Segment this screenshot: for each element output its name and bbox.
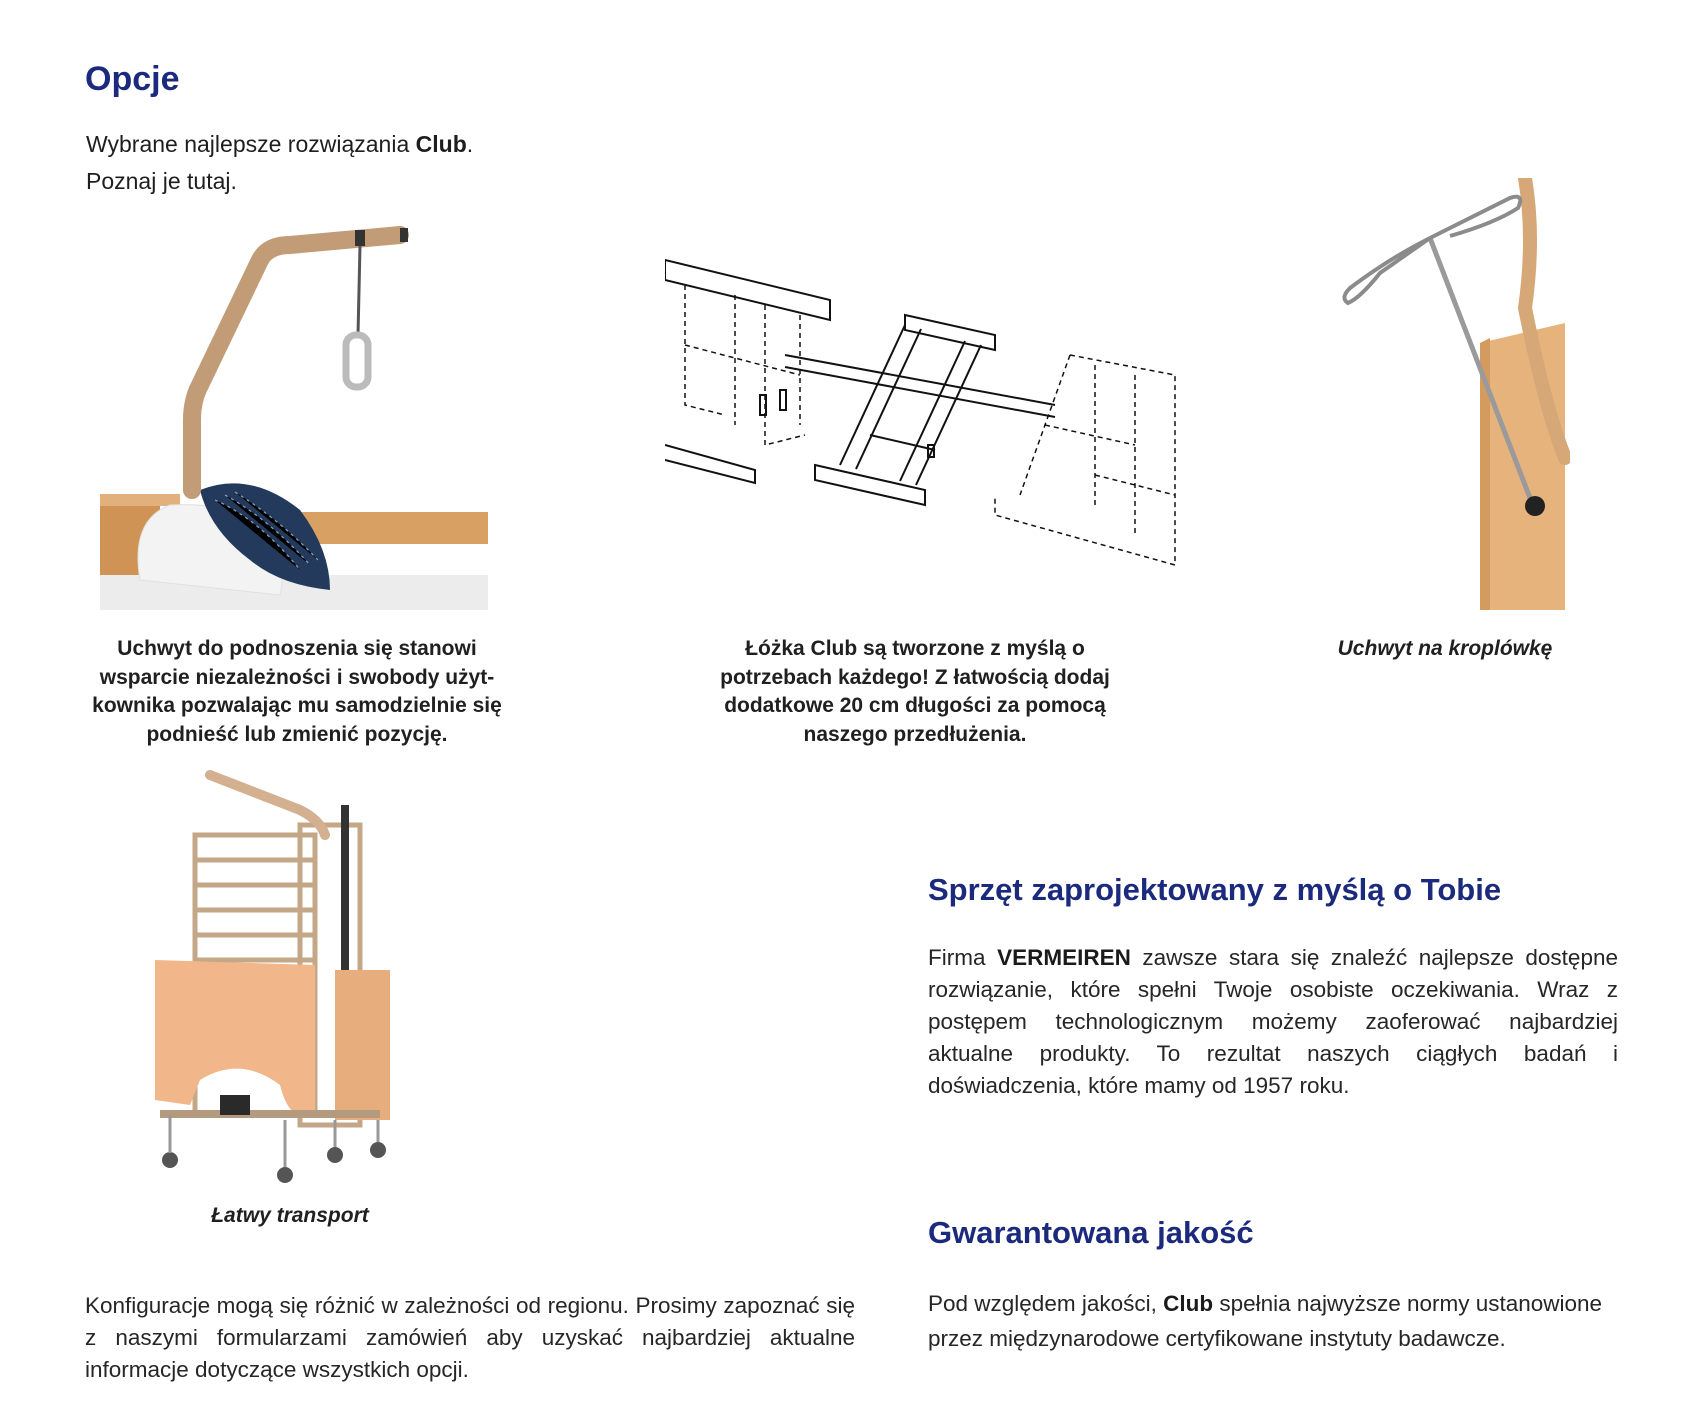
design-paragraph: Firma VERMEIREN zawsze stara się znaleźć najlepsze dostępne rozwiązanie, które spełni Twoje osobiste oczekiwania. Wraz z postępem technologicznym możemy zaoferować najbardziej aktualne produkty. To rezultat naszych ciągłych badań i doświadczenia, które mamy od 1957 roku. xyxy=(928,945,1618,1098)
iv-pole-photo xyxy=(1330,178,1570,610)
intro-text: Wybrane najlepsze rozwiązania Club. Poznaj je tutaj. xyxy=(86,131,474,194)
brand-name: Club xyxy=(415,131,467,157)
design-heading: Sprzęt zaprojektowany z myślą o Tobie xyxy=(928,872,1502,907)
transport-caption: Łatwy transport xyxy=(211,1204,369,1227)
folded-bed-photo xyxy=(140,765,440,1190)
configuration-note: Konfiguracje mogą się różnić w zależności od regionu. Prosimy zapoznać się z naszymi formularzami zamówień aby uzyskać najbardziej aktualne informacje dotyczące wszystkich opcji. xyxy=(85,1293,855,1382)
page-title: Opcje xyxy=(85,60,180,98)
brand-name-quality: Club xyxy=(1163,1291,1214,1316)
bed-extension-drawing xyxy=(665,255,1180,575)
quality-heading: Gwarantowana jakość xyxy=(928,1215,1254,1250)
company-name: VERMEIREN xyxy=(997,945,1131,970)
iv-pole-caption: Uchwyt na kroplówkę xyxy=(1337,637,1553,660)
extension-caption: Łóżka Club są tworzone z myślą o potrzebach każdego! Z łatwością dodaj dodatkowe 20 cm długości za pomocą naszego przedłużenia. xyxy=(720,637,1110,746)
lifting-pole-caption: Uchwyt do podnoszenia się stanowi wsparcie niezależności i swobody użyt-kownika pozwalając mu samodzielnie się podnieść lub zmienić pozycję. xyxy=(92,637,502,746)
quality-paragraph: Pod względem jakości, Club spełnia najwyższe normy ustanowione przez międzynarodowe certyfikowane instytuty badawcze. xyxy=(928,1291,1603,1351)
lifting-pole-photo xyxy=(100,220,490,610)
